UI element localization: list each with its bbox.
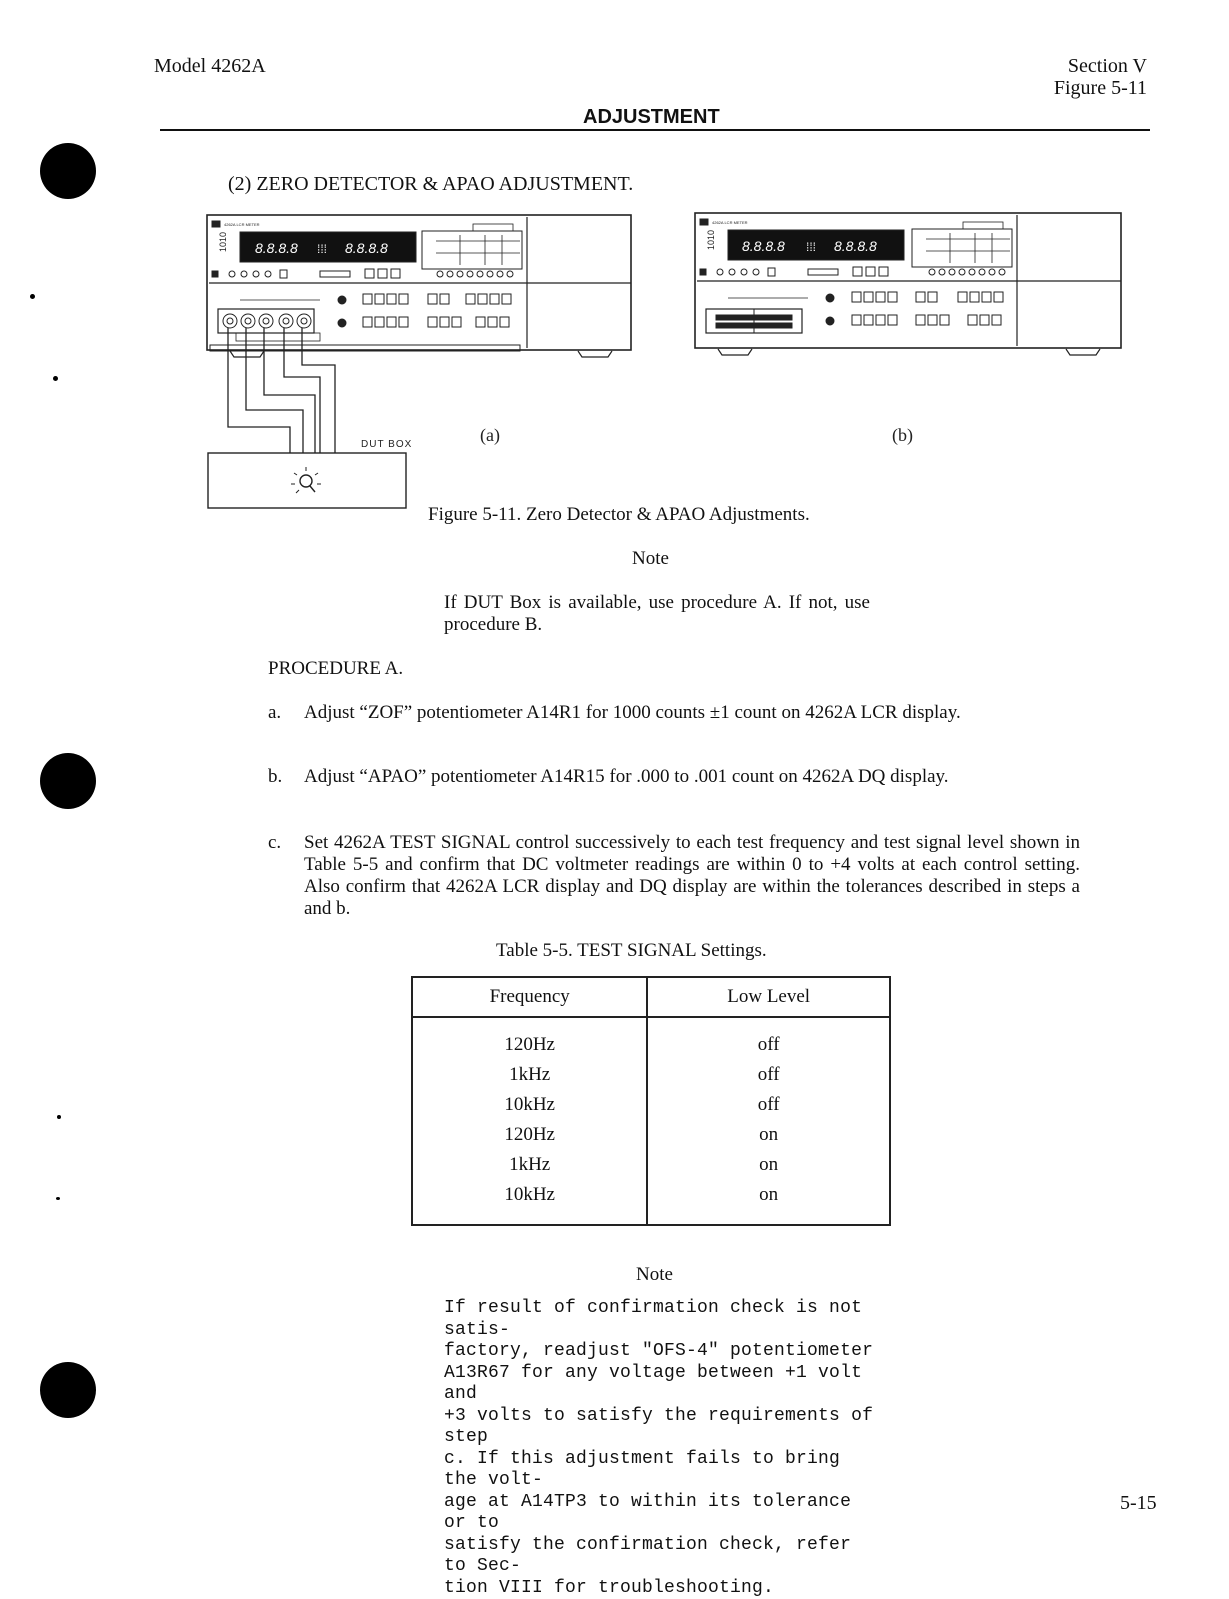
- note2-line: tion VIII for troubleshooting.: [444, 1578, 884, 1599]
- note2-line: satisfy the confirmation check, refer to Sec-: [444, 1535, 884, 1578]
- lcr-display-b: 8.8.8.8: [742, 238, 785, 254]
- table-cell: off: [648, 1090, 889, 1120]
- table-caption: Table 5-5. TEST SIGNAL Settings.: [496, 940, 767, 962]
- speck: [56, 1197, 60, 1200]
- note2-line: +3 volts to satisfy the requirements of step: [444, 1406, 884, 1449]
- settings-table: [411, 976, 891, 1226]
- table-cell: on: [648, 1180, 889, 1210]
- instrument-label-a: 4262A LCR METER: [224, 222, 260, 227]
- section-heading: (2) ZERO DETECTOR & APAO ADJUSTMENT.: [228, 173, 633, 196]
- step-text: Adjust “APAO” potentiometer A14R15 for .000 to .001 count on 4262A DQ display.: [304, 766, 1080, 788]
- step-a: [268, 702, 1080, 748]
- note1-text: If DUT Box is available, use procedure A. If not, use procedure B.: [444, 592, 870, 636]
- speck: [53, 376, 58, 381]
- dq-display-b: 8.8.8.8: [834, 238, 877, 254]
- dut-box-label: DUT BOX: [361, 439, 412, 450]
- instrument-figure: [200, 205, 1140, 515]
- note2-line: age at A14TP3 to within its tolerance or to: [444, 1492, 884, 1535]
- table-cell: 10kHz: [413, 1090, 646, 1120]
- step-b: [268, 766, 1080, 812]
- instrument-label-b: 4262A LCR METER: [712, 220, 748, 225]
- note2-line: c. If this adjustment fails to bring the volt-: [444, 1449, 884, 1492]
- punch-hole: [40, 143, 96, 199]
- step-text: Adjust “ZOF” potentiometer A14R1 for 1000 counts ±1 count on 4262A LCR display.: [304, 702, 1080, 724]
- instrument-a: [207, 215, 631, 508]
- speck: [30, 294, 35, 299]
- step-text: Set 4262A TEST SIGNAL control successively to each test frequency and test signal level shown in Table 5-5 and confirm that DC voltmeter readings are within 0 to +4 volts at each control setting. Also confirm that 4262A LCR display and DQ display are within the tolerances described in steps a and b.: [304, 832, 1080, 920]
- table-header-frequency: Frequency: [412, 977, 647, 1017]
- page-number: 5-15: [1120, 1492, 1157, 1515]
- dq-display-a: 8.8.8.8: [345, 240, 388, 256]
- svg-text:1010: 1010: [706, 230, 716, 250]
- note2-line: A13R67 for any voltage between +1 volt and: [444, 1363, 884, 1406]
- lcr-display-a: 8.8.8.8: [255, 240, 298, 256]
- figure-ref-label: Figure 5-11: [1054, 77, 1147, 99]
- table-cell: 1kHz: [413, 1060, 646, 1090]
- table-cell: on: [648, 1120, 889, 1150]
- frequency-column: [412, 1017, 647, 1225]
- model-label: Model 4262A: [154, 55, 266, 77]
- punch-hole: [40, 753, 96, 809]
- note2-text: [444, 1298, 884, 1599]
- note1-heading: Note: [632, 548, 669, 570]
- table-cell: 120Hz: [413, 1120, 646, 1150]
- low-level-column: [647, 1017, 890, 1225]
- svg-text:⁞⁞⁞: ⁞⁞⁞: [806, 240, 816, 254]
- table-cell: 1kHz: [413, 1150, 646, 1180]
- table-cell: on: [648, 1150, 889, 1180]
- table-cell: 10kHz: [413, 1180, 646, 1210]
- table-cell: off: [648, 1030, 889, 1060]
- table-cell: off: [648, 1060, 889, 1090]
- note2-heading: Note: [636, 1264, 673, 1286]
- header-rule: [160, 129, 1150, 131]
- step-c: [268, 832, 1080, 922]
- step-label: b.: [268, 766, 282, 788]
- label-a: (a): [480, 425, 500, 446]
- table-header-low-level: Low Level: [647, 977, 890, 1017]
- instrument-b: [695, 213, 1121, 355]
- note2-line: factory, readjust "OFS-4" potentiometer: [444, 1341, 884, 1363]
- step-label: a.: [268, 702, 281, 724]
- step-label: c.: [268, 832, 281, 854]
- section-label: Section V: [1068, 55, 1147, 77]
- svg-text:⁞⁞⁞: ⁞⁞⁞: [317, 242, 327, 256]
- figure-caption: Figure 5-11. Zero Detector & APAO Adjustments.: [428, 504, 810, 526]
- table-cell: 120Hz: [413, 1030, 646, 1060]
- svg-text:1010: 1010: [218, 232, 228, 252]
- speck: [57, 1115, 61, 1119]
- procedure-heading: PROCEDURE A.: [268, 658, 403, 680]
- label-b: (b): [892, 425, 913, 446]
- page-title: ADJUSTMENT: [583, 106, 720, 129]
- note2-line: If result of confirmation check is not satis-: [444, 1298, 884, 1341]
- punch-hole: [40, 1362, 96, 1418]
